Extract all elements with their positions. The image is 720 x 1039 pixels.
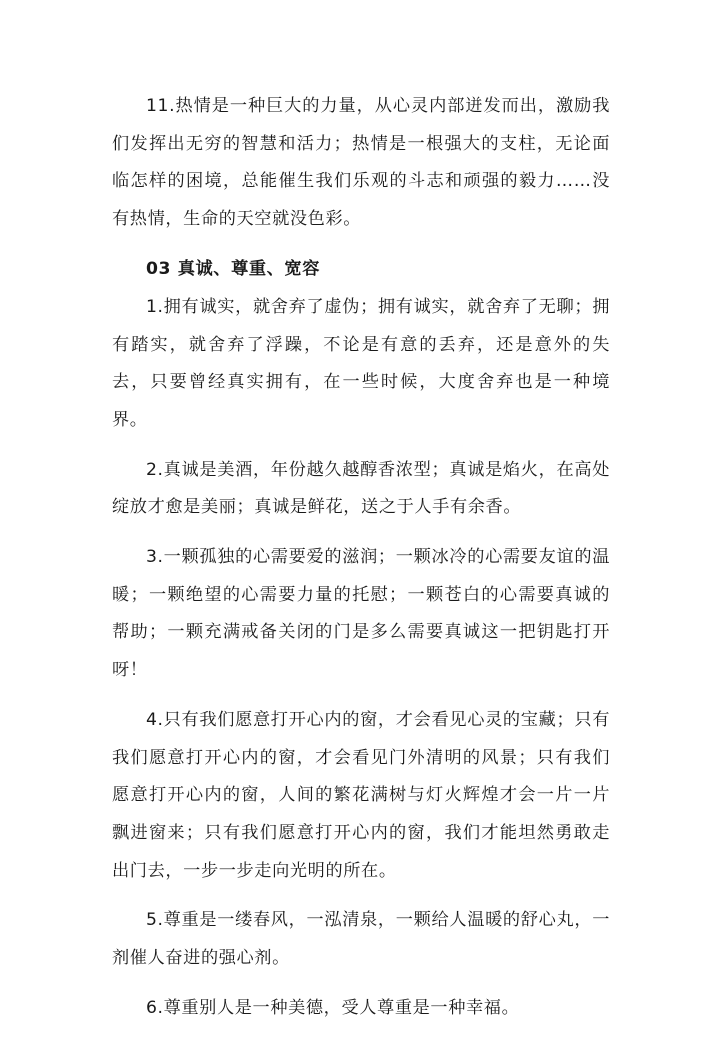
section-paragraph-6: 6.尊重别人是一种美德，受人尊重是一种幸福。 [146,997,520,1018]
section-paragraph-3: 3.一颗孤独的心需要爱的滋润；一颗冰冷的心需要友谊的温暖；一颗绝望的心需要力量的托慰；一颗苍白的心需要真诚的帮助；一颗充满戒备关闭的门是多么需要真诚这一把钥匙打开呀！ [112,547,610,681]
section-paragraph-2: 2.真诚是美酒，年份越久越醇香浓型；真诚是焰火，在高处绽放才愈是美丽；真诚是鲜花，送之于人手有余香。 [112,459,610,518]
intro-paragraph: 11.热情是一种巨大的力量，从心灵内部迸发而出，激励我们发挥出无穷的智慧和活力；热情是一根强大的支柱，无论面临怎样的困境，总能催生我们乐观的斗志和顽强的毅力……没有热情，生命的天空就没色彩。 [112,96,610,230]
section-paragraph-5: 5.尊重是一缕春风，一泓清泉，一颗给人温暖的舒心丸，一剂催人奋进的强心剂。 [112,910,610,969]
section-paragraph-4: 4.只有我们愿意打开心内的窗，才会看见心灵的宝藏；只有我们愿意打开心内的窗，才会看见门外清明的风景；只有我们愿意打开心内的窗，人间的繁花满树与灯火辉煌才会一片一片飘进窗来；只有我们愿意打开心内的窗，我们才能坦然勇敢走出门去，一步一步走向光明的所在。 [112,709,610,881]
document-page [112,88,610,1039]
section-heading: 03 真诚、尊重、宽容 [146,258,321,279]
section-paragraph-1: 1.拥有诚实，就舍弃了虚伪；拥有诚实，就舍弃了无聊；拥有踏实，就舍弃了浮躁，不论是有意的丢弃，还是意外的失去，只要曾经真实拥有，在一些时候，大度舍弃也是一种境界。 [112,296,610,430]
